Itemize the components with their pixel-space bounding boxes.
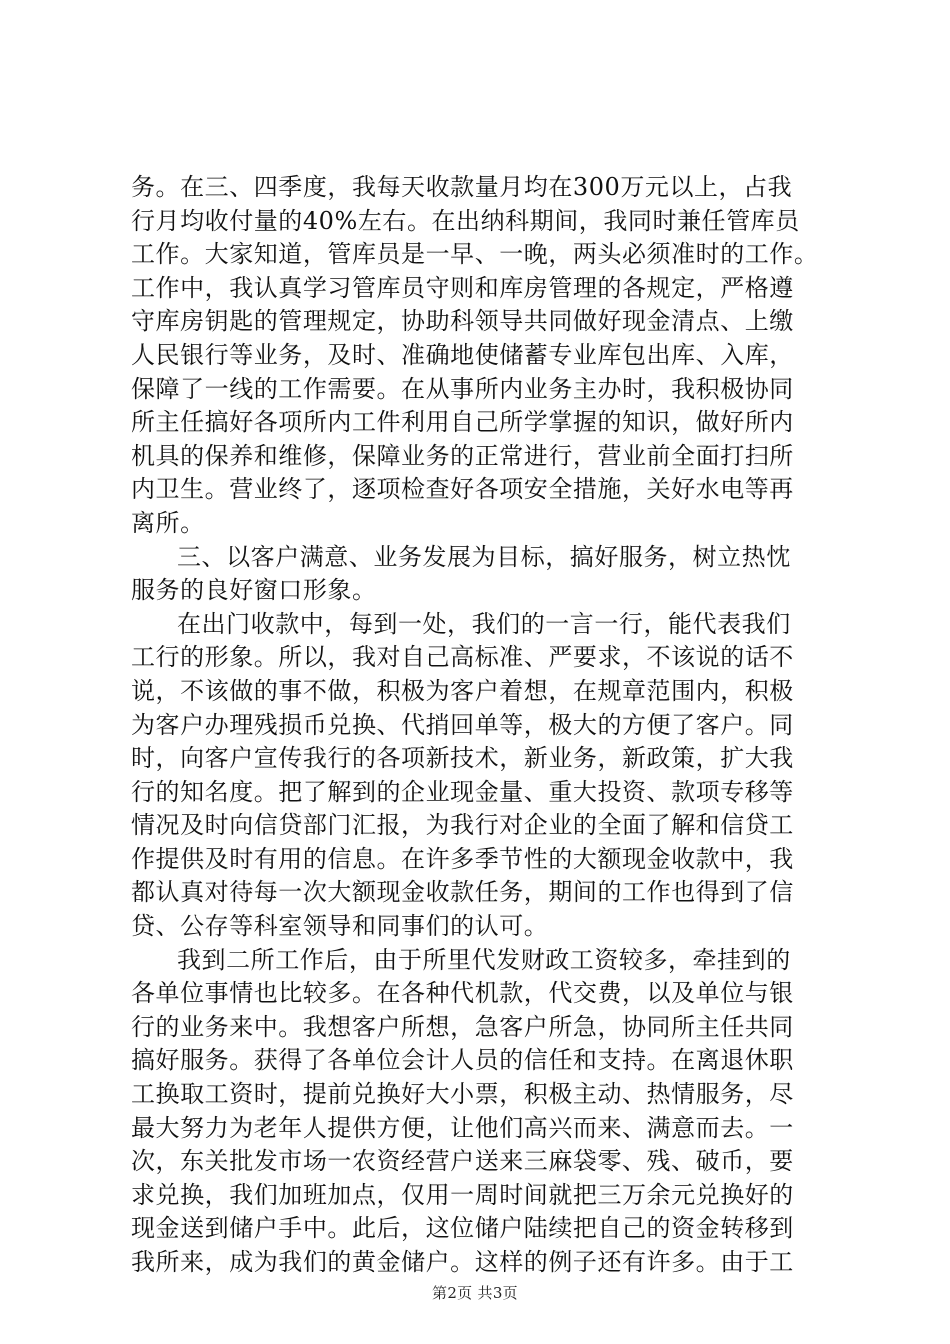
text-line: 人民银行等业务，及时、准确地使储蓄专业库包出库、入库， [131, 340, 794, 369]
text-line: 行的业务来中。我想客户所想，急客户所急，协同所主任共同 [131, 1012, 794, 1041]
text-line: 现金送到储户手中。此后，这位储户陆续把自己的资金转移到 [131, 1214, 794, 1243]
text-line: 情况及时向信贷部门汇报，为我行对企业的全面了解和信贷工 [131, 811, 794, 840]
text-line: 工行的形象。所以，我对自己高标准、严要求，不该说的话不 [131, 643, 794, 672]
text-line: 行月均收付量的40%左右。在出纳科期间，我同时兼任管库员 [131, 206, 800, 235]
text-line: 保障了一线的工作需要。在从事所内业务主办时，我积极协同 [131, 374, 794, 403]
text-line: 求兑换，我们加班加点，仅用一周时间就把三万余元兑换好的 [131, 1180, 794, 1209]
text-line: 次，东关批发市场一农资经营户送来三麻袋零、残、破币，要 [131, 1147, 794, 1176]
text-line: 离所。 [131, 508, 205, 537]
page-footer: 第2页 共3页 [432, 1284, 518, 1302]
text-line: 工换取工资时，提前兑换好大小票，积极主动、热情服务，尽 [131, 1080, 794, 1109]
text-line: 行的知名度。把了解到的企业现金量、重大投资、款项专移等 [131, 777, 794, 806]
text-line: 说，不该做的事不做，积极为客户着想，在规章范围内，积极 [131, 676, 794, 705]
text-line: 三、以客户满意、业务发展为目标，搞好服务，树立热忱 [177, 542, 791, 571]
text-line: 各单位事情也比较多。在各种代机款，代交费，以及单位与银 [131, 979, 794, 1008]
text-line: 工作中，我认真学习管库员守则和库房管理的各规定，严格遵 [131, 273, 794, 302]
text-line: 我到二所工作后，由于所里代发财政工资较多，牵挂到的 [177, 945, 791, 974]
text-line: 作提供及时有用的信息。在许多季节性的大额现金收款中，我 [131, 844, 794, 873]
text-line: 最大努力为老年人提供方便，让他们高兴而来、满意而去。一 [131, 1113, 794, 1142]
text-line: 我所来，成为我们的黄金储户。这样的例子还有许多。由于工 [131, 1248, 794, 1276]
body-text [131, 171, 827, 1280]
text-line: 在出门收款中，每到一处，我们的一言一行，能代表我们 [177, 609, 791, 638]
text-line: 内卫生。营业终了，逐项检查好各项安全措施，关好水电等再 [131, 475, 794, 504]
text-line: 务。在三、四季度，我每天收款量月均在300万元以上，占我 [131, 173, 793, 201]
text-line: 守库房钥匙的管理规定，协助科领导共同做好现金清点、上缴 [131, 307, 794, 336]
text-line: 机具的保养和维修，保障业务的正常进行，营业前全面打扫所 [131, 441, 794, 470]
text-line: 搞好服务。获得了各单位会计人员的信任和支持。在离退休职 [131, 1046, 794, 1075]
text-line: 贷、公存等科室领导和同事们的认可。 [131, 912, 549, 941]
text-line: 为客户办理残损币兑换、代捎回单等，极大的方便了客户。同 [131, 710, 794, 739]
text-line: 都认真对待每一次大额现金收款任务，期间的工作也得到了信 [131, 878, 794, 907]
text-line: 时，向客户宣传我行的各项新技术，新业务，新政策，扩大我 [131, 744, 794, 773]
text-line: 服务的良好窗口形象。 [131, 576, 377, 605]
text-line: 工作。大家知道，管库员是一早、一晚，两头必须准时的工作。 [131, 240, 819, 269]
text-line: 所主任搞好各项所内工件利用自己所学掌握的知识，做好所内 [131, 408, 794, 437]
